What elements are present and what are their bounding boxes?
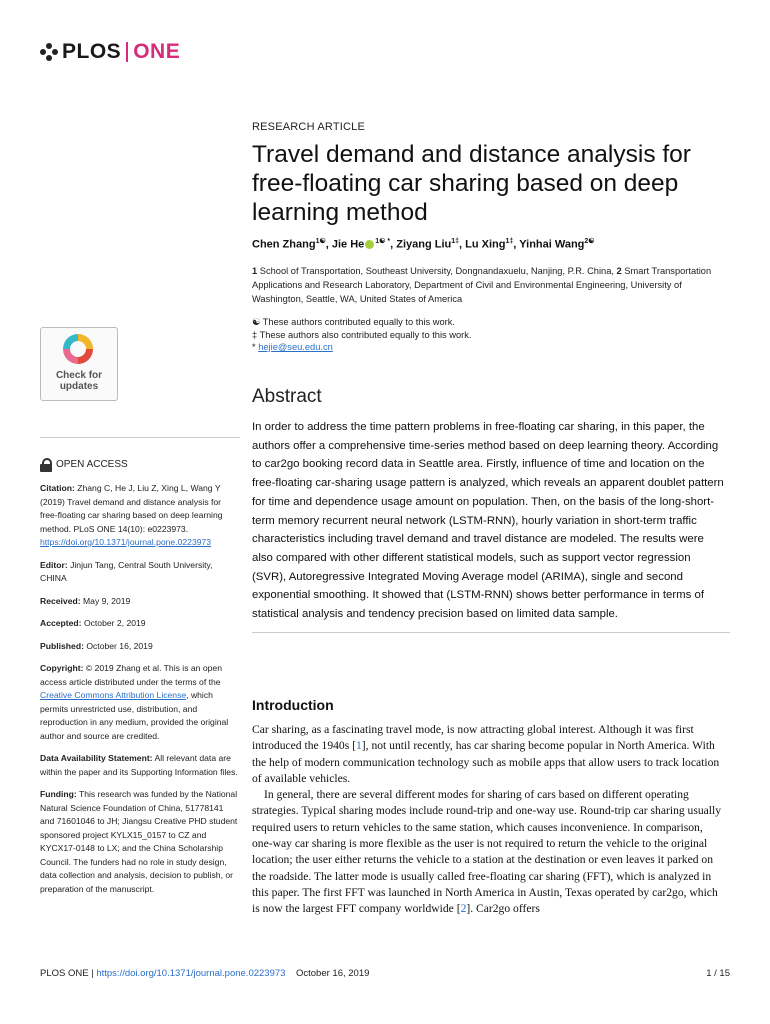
logo-one-text: ONE (133, 40, 181, 63)
funding (40, 788, 238, 896)
accepted (40, 617, 238, 631)
open-access-text: OPEN ACCESS (56, 459, 128, 471)
introduction-body (252, 722, 726, 918)
published-date: October 16, 2019 (86, 640, 153, 651)
received-label: Received: (40, 595, 81, 606)
email-link[interactable]: hejie@seu.edu.cn (258, 342, 333, 352)
check-for-updates-badge[interactable] (40, 327, 118, 401)
data-availability-label: Data Availability Statement: (40, 753, 153, 763)
published (40, 640, 238, 654)
footer-doi-link[interactable]: https://doi.org/10.1371/journal.pone.0223973 (96, 968, 286, 979)
copyright (40, 662, 238, 743)
funding-text: This research was funded by the National Natural Science Foundation of China, 51778141 and 71601046 to JH; Jiangsu Creative PHD student sponsored project KYLX15_0157 to CZ and KYCX17-0148 to LX; and the China Scholarship Council. The funders had no role in study design, data collection and analysis, decision to publish, or preparation of the manuscript. (40, 789, 238, 894)
article-type: RESEARCH ARTICLE (252, 121, 366, 133)
author-name: Yinhai Wang (519, 238, 585, 251)
orcid-icon[interactable] (365, 240, 374, 249)
intro-text: ]. Car2go offers (466, 902, 540, 916)
copyright-label: Copyright: (40, 663, 84, 673)
check-updates-line2: updates (59, 381, 99, 392)
author-name: Ziyang Liu (396, 238, 452, 251)
intro-text: ], not until recently, has car sharing become popular in North America. With the help of modern communication technology such as mobile apps that allow users to track location of available vehicles. (252, 739, 720, 785)
note-also: ‡ These authors also contributed equally to this work. (252, 329, 472, 340)
intro-text: In general, there are several different modes for sharing of cars based on different operating strategies. Typical sharing modes include round-trip and one-way use. Round-trip car sharing usually required users to return vehicles to the same station, which causes inconvenience. In comparison, one-way car sharing is more flexible as the user is not required to return the vehicle to the original location; the user either returns the vehicle to a station at the destination or even leaves it parked on the roadside. The latter mode is usually called free-floating car sharing (FFT), which is analyzed in this paper. The first FFT was launched in North America in Austin, Texas operated by car2go, which is now the largest FFT company worldwide [ (252, 788, 722, 916)
abstract-divider (252, 632, 730, 633)
article-info-sidebar (40, 458, 238, 905)
copyright-text: © 2019 Zhang et al. This is an open access article distributed under the terms of the (40, 663, 222, 687)
author-sup: 1☯ * (375, 238, 391, 245)
reference-link[interactable]: 2 (460, 902, 467, 916)
page-number: 1 / 15 (706, 968, 730, 979)
author-sup: 1‡ (451, 238, 460, 245)
author-sup: 2☯ (584, 238, 595, 245)
author-name: Chen Zhang (252, 238, 316, 251)
intro-paragraph-2 (252, 787, 726, 917)
crossmark-icon (63, 334, 93, 364)
affil-text: Smart Transportation Applications and Research Laboratory, Department of Civil and Environmental Engineering, University of Washington, Seattle, WA, United States of America (252, 266, 712, 304)
citation-doi-link[interactable]: https://doi.org/10.1371/journal.pone.0223973 (40, 537, 212, 547)
citation-text: Zhang C, He J, Liu Z, Xing L, Wang Y (2019) Travel demand and distance analysis for free-floating car sharing based on deep learning method. PLoS ONE 14(10): e0223973. (40, 483, 223, 534)
check-updates-line1: Check for (55, 370, 103, 381)
editor-label: Editor: (40, 559, 68, 570)
article-title: Travel demand and distance analysis for free-floating car sharing based on deep learning method (252, 141, 691, 226)
editor-text: Jinjun Tang, Central South University, CHINA (40, 559, 213, 583)
citation-label: Citation: (40, 483, 75, 493)
note-star: * (252, 342, 256, 352)
accepted-date: October 2, 2019 (83, 618, 146, 628)
intro-text: Car sharing, as a fascinating travel mode, is now attracting global interest. Although it was first introduced the 1940s [ (252, 723, 694, 753)
author-sup: 1‡ (505, 238, 514, 245)
author-name: Jie He (331, 238, 365, 251)
author-name: Lu Xing (465, 238, 506, 251)
accepted-label: Accepted: (40, 618, 82, 628)
footer-date: October 16, 2019 (296, 968, 370, 979)
note-equal: ☯ These authors contributed equally to this work. (252, 317, 455, 327)
note-corresponding (252, 341, 722, 354)
affil-number: 2 (616, 266, 622, 276)
affiliations (252, 264, 722, 306)
introduction-heading: Introduction (252, 697, 334, 713)
logo-divider (126, 42, 128, 62)
logo-plos-text: PLOS (62, 40, 122, 63)
citation (40, 482, 238, 550)
data-availability (40, 752, 238, 779)
data-availability-text: All relevant data are within the paper and its Supporting Information files. (40, 753, 238, 777)
check-updates-text (41, 370, 117, 392)
plos-logo-icon (40, 43, 58, 61)
received-date: May 9, 2019 (83, 595, 131, 606)
open-lock-icon (40, 458, 52, 472)
affil-number: 1 (252, 266, 258, 276)
footer-left (40, 968, 369, 979)
author-sup: 1☯ (315, 238, 326, 245)
abstract-text: In order to address the time pattern problems in free-floating car sharing, in this paper, the authors offer a comprehensive time-series method based on deep learning theory. According to car2go booking record data in Seattle area. Firstly, influence of time and location on the free-floating car-sharing usage pattern is analyzed, which reveals an apparent doublet pattern for time and dependence usage amount on population. Then, on the basis of the long-short-term memory recurrent neural network (LSTM-RNN), hourly variation in short-term traffic characteristics including travel demand and travel distance are modeled. The results were also compared with other different statistical models, such as support vector regression (SVR), Autoregressive Integrated Moving Average model (ARIMA), single and second exponential smoothing. It showed that (LSTM-RNN) shows better performance in terms of statistical analysis and tendency precision based on limited data sample. (252, 421, 724, 621)
footer-journal: PLOS ONE | (40, 968, 94, 979)
license-link[interactable]: Creative Commons Attribution License (40, 690, 187, 700)
affil-text: School of Transportation, Southeast University, Dongnandaxuelu, Nanjing, P.R. China, (259, 266, 614, 276)
author-notes (252, 316, 722, 354)
funding-label: Funding: (40, 789, 77, 799)
editor (40, 559, 238, 586)
journal-logo (40, 40, 180, 64)
author-list: Chen Zhang$^{1☯}$, Jie He $^{1☯ *}$, Ziyang Liu$^{1\ddagger}$, Lu Xing$^{1\ddagger}$, Yinhai Wang$^{2☯}$ (252, 238, 595, 251)
received (40, 595, 238, 609)
published-label: Published: (40, 640, 84, 651)
reference-link[interactable]: 1 (356, 739, 362, 753)
abstract-heading: Abstract (252, 386, 322, 407)
copyright-text-end: , which permits unrestricted use, distribution, and reproduction in any medium, provided the original author and source are credited. (40, 690, 229, 741)
intro-paragraph-1 (252, 722, 726, 787)
open-access-label (40, 458, 238, 472)
sidebar-divider (40, 437, 240, 438)
page-footer (40, 968, 730, 979)
